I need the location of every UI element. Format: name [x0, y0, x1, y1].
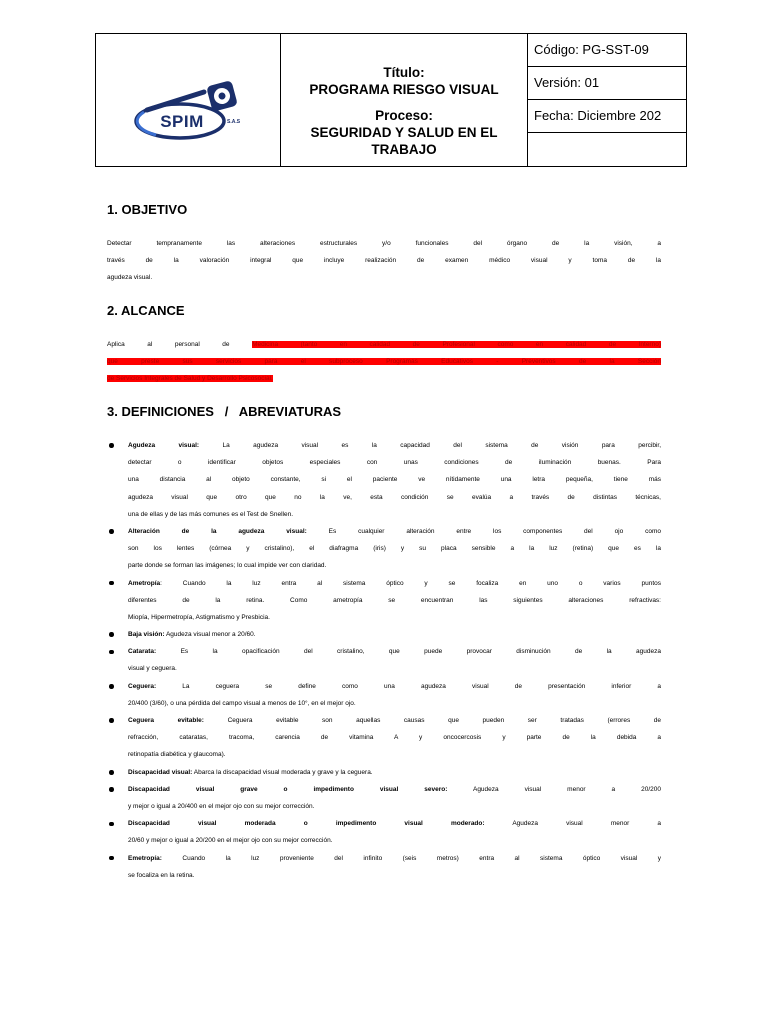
document-body [107, 201, 661, 884]
bullet [109, 770, 114, 775]
objective-heading: 1. OBJETIVO [107, 202, 188, 217]
bullet [109, 822, 114, 827]
definition-text: La ceguera se define como una agudeza visual de presentación inferior a [182, 682, 661, 690]
definition-text: La agudeza visual es la capacidad del sistema de visión para percibir, [222, 442, 661, 449]
scope-highlighted-text: que preste sus servicios para el subproceso Programas Educativos - Preventivos de la Sección [107, 358, 661, 365]
bullet [109, 856, 114, 861]
definition-line: Miopía, Hipermetropía, Astigmatismo y Presbicia. [128, 613, 270, 621]
document-version: Versión: 01 [534, 75, 600, 90]
definition-item [107, 815, 661, 849]
bullet [109, 529, 114, 534]
empty-cell [527, 132, 687, 167]
scope-line [107, 370, 661, 387]
definition-term: Ceguera: [128, 682, 157, 690]
scope-line [107, 353, 661, 370]
date-cell [527, 99, 687, 133]
title-label: Título: [383, 64, 425, 80]
definition-line: una distancia al objeto constante, si el paciente ve nítidamente una letra pequeña, tiene más [128, 476, 661, 484]
logo-ring-accent [137, 112, 156, 135]
definition-term: Discapacidad visual: [128, 768, 193, 776]
document-code: Código: PG-SST-09 [534, 42, 649, 57]
definition-item [107, 678, 661, 712]
definition-line: refracción, cataratas, tracoma, carencia de vitamina A y oncocercosis y parte de la debida a [128, 734, 661, 742]
definition-line [128, 850, 661, 867]
process-name-line-1: SEGURIDAD Y SALUD EN EL [310, 124, 498, 140]
scope-highlighted-text: Medicina (tanto en calidad de Profesional como en calidad de Interno) [252, 341, 661, 348]
definition-item [107, 643, 661, 677]
bullet [109, 684, 114, 689]
definition-term: Agudeza visual: [128, 442, 200, 449]
process-block [281, 107, 527, 158]
definition-line [128, 815, 661, 832]
document-header-table [95, 33, 687, 167]
definition-term: Ametropía [128, 579, 161, 587]
definition-text: Abarca la discapacidad visual moderada y grave y la ceguera. [193, 768, 373, 776]
definition-line: una de ellas y de las más comunes es el Test de Snellen. [128, 510, 294, 518]
definition-line: son los lentes (córnea y cristalino), el diafragma (iris) y su placa sensible a la luz (retina) que es la [128, 545, 661, 553]
logo-suffix: S.A.S [227, 119, 241, 125]
definition-line [128, 437, 661, 454]
logo-name: SPIM [160, 112, 204, 131]
definitions-list [107, 437, 661, 884]
definition-term: Emetropía: [128, 854, 162, 862]
bullet [109, 581, 114, 586]
definition-line: visual y ceguera. [128, 665, 177, 673]
definition-item [107, 781, 661, 815]
code-cell [527, 33, 687, 67]
definition-line: y mejor o igual a 20/400 en el mejor ojo con su mejor corrección. [128, 802, 315, 810]
definition-line [128, 643, 661, 660]
definition-line [128, 523, 661, 540]
definition-item [107, 437, 661, 523]
process-name-line-2: TRABAJO [371, 141, 437, 157]
definition-line [128, 781, 661, 798]
logo-cell [95, 33, 281, 167]
objective-line: Detectar tempranamente las alteraciones estructurales y/o funcionales del órgano de la visión, a [107, 240, 661, 247]
definition-item [107, 523, 661, 575]
definition-line: se focaliza en la retina. [128, 871, 195, 879]
bullet [109, 632, 114, 637]
definition-line [128, 575, 661, 592]
definition-line: agudeza visual que otro que no la ve, esta condición se evalúa a través de distintas técnicas, [128, 493, 661, 501]
scope-line [107, 336, 661, 353]
bullet [109, 443, 114, 448]
scope-text: Aplica al personal de [107, 341, 230, 348]
definition-text: Agudeza visual menor a 20/200 [472, 785, 661, 793]
definition-item [107, 764, 661, 781]
document-title: PROGRAMA RIESGO VISUAL [309, 81, 499, 97]
bullet [109, 787, 114, 792]
definition-text: Ceguera evitable son aquellas causas que pueden ser tratadas (errores de [227, 717, 661, 724]
definition-term: Baja visión: [128, 631, 165, 639]
definition-line: retinopatía diabética y glaucoma). [128, 751, 226, 759]
definition-item [107, 712, 661, 764]
bullet [109, 650, 114, 655]
definition-text: Agudeza visual menor a [512, 820, 661, 828]
definition-line [128, 678, 661, 695]
spim-logo [96, 34, 280, 166]
bullet [109, 718, 114, 723]
definition-text: : Cuando la luz entra al sistema óptico y se focaliza en uno o varios puntos [160, 579, 661, 587]
definition-line [128, 626, 661, 643]
definition-term: Catarata: [128, 648, 157, 656]
scope-highlighted-text: de Servicios Integrales de Salud y Desarrollo Psicosocial. [107, 375, 273, 382]
definition-term: Discapacidad visual grave o impedimento visual severo: [128, 785, 448, 793]
definition-line: diferentes de la retina. Como ametropía se encuentran las siguientes alteraciones refractivas: [128, 596, 661, 604]
scope-heading: 2. ALCANCE [107, 303, 185, 318]
document-date: Fecha: Diciembre 202 [534, 108, 662, 123]
definition-line [128, 712, 661, 729]
definition-text: Cuando la luz proveniente del infinito (seis metros) entra al sistema óptico visual y [182, 854, 661, 862]
definition-term: Ceguera evitable: [128, 717, 204, 724]
definition-line: parte donde se forman las imágenes; lo cual impide ver con claridad. [128, 562, 327, 570]
definition-line: 20/400 (3/60), o una pérdida del campo visual a menos de 10°, en el mejor ojo. [128, 699, 356, 707]
definitions-heading: 3. DEFINICIONES / ABREVIATURAS [107, 404, 342, 419]
definition-line: detectar o identificar objetos especiales con unas condiciones de iluminación buenas. Para [128, 459, 661, 467]
version-cell [527, 66, 687, 100]
title-block [281, 64, 527, 98]
definition-line [128, 764, 661, 781]
definition-term: Alteración de la agudeza visual: [128, 527, 307, 535]
title-cell [280, 33, 528, 167]
definition-text: Es la opacificación del cristalino, que puede provocar disminución de la agudeza [180, 648, 661, 656]
definition-line: 20/60 y mejor o igual a 20/200 en el mejor ojo con su mejor corrección. [128, 837, 333, 845]
logo-bar [147, 92, 204, 110]
definition-item [107, 850, 661, 884]
objective-line: agudeza visual. [107, 274, 153, 281]
definition-item [107, 575, 661, 627]
definition-text: Es cualquier alteración entre los componentes del ojo como [328, 527, 661, 535]
definition-text: Agudeza visual menor a 20/60. [165, 631, 256, 639]
objective-line: través de la valoración integral que incluye realización de examen médico visual y toma de la [107, 257, 661, 264]
scope-paragraph [107, 336, 661, 387]
objective-paragraph [107, 235, 661, 286]
definition-item [107, 626, 661, 643]
definition-term: Discapacidad visual moderada o impedimento visual moderado: [128, 820, 485, 828]
process-label: Proceso: [375, 107, 433, 123]
